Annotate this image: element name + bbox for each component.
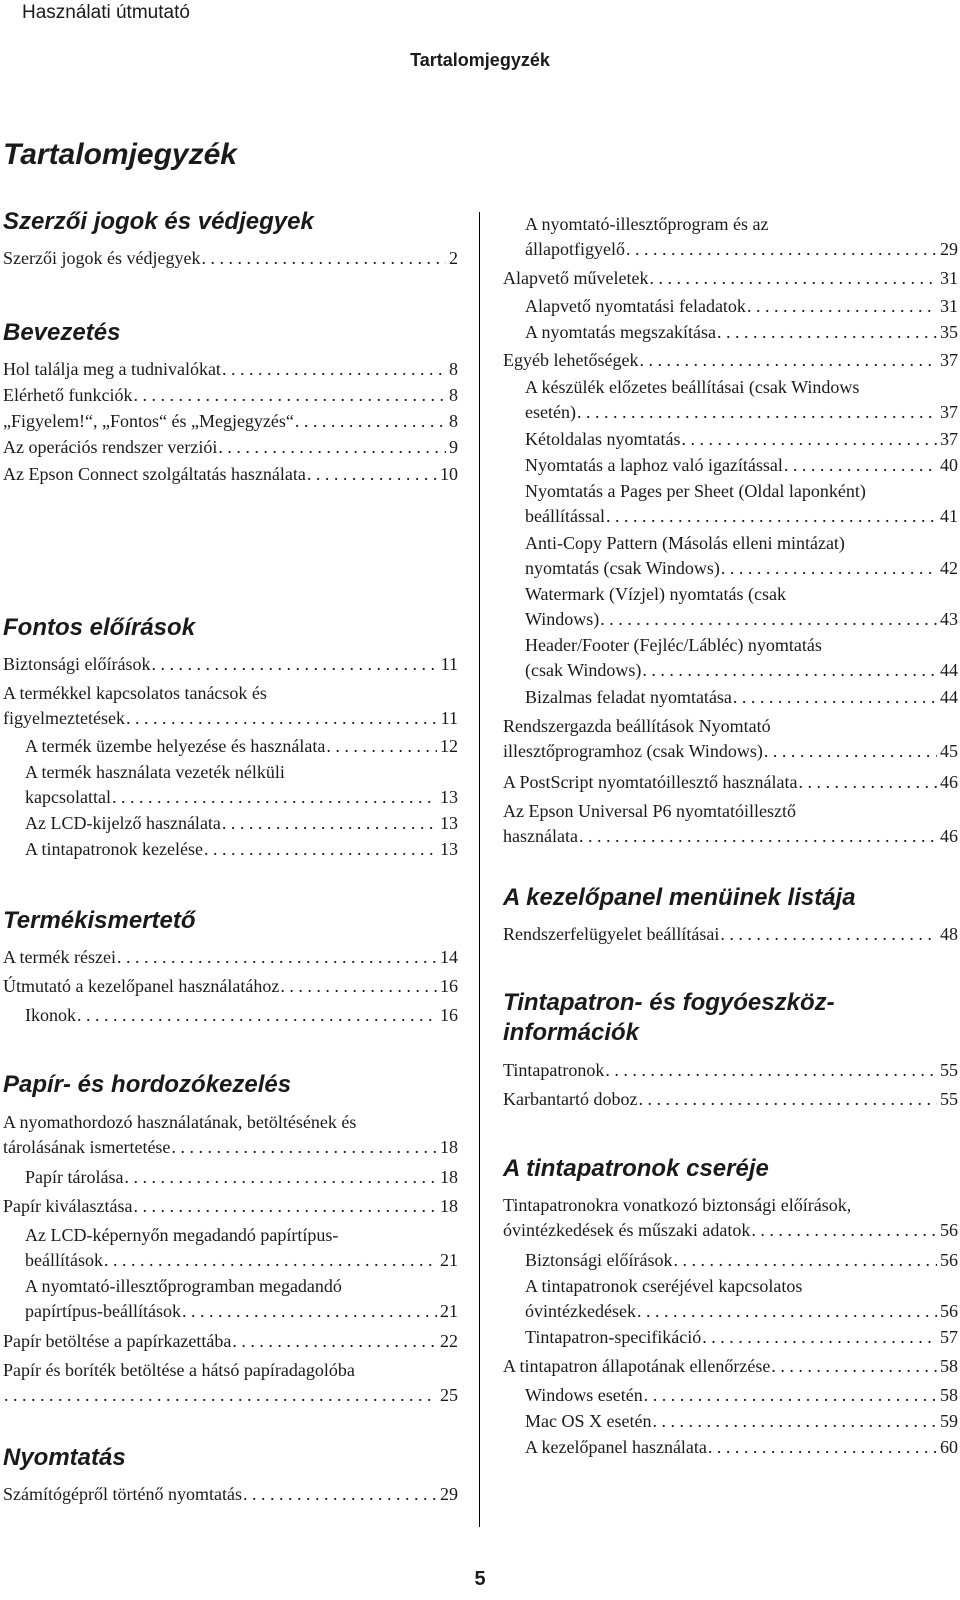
toc-entry[interactable]: Anti-Copy Pattern (Másolás elleni mintázat) nyomtatás (csak Windows) . . . 42 <box>525 531 958 581</box>
toc-entry[interactable]: Az operációs rendszer verziói . . . 9 <box>3 435 458 460</box>
page-ref: 56 <box>940 1301 958 1321</box>
toc-entry[interactable]: Tintapatronok . . . 55 <box>503 1058 958 1083</box>
page-ref: 44 <box>940 687 958 707</box>
page-ref: 31 <box>940 268 958 288</box>
page-ref: 13 <box>440 787 458 807</box>
toc-entry[interactable]: Watermark (Vízjel) nyomtatás (csak Windows) . . . 43 <box>525 582 958 632</box>
toc-entry[interactable]: A termékkel kapcsolatos tanácsok és figyelmeztetések . . . 11 <box>3 681 458 731</box>
page-ref: 29 <box>440 1484 458 1504</box>
toc-entry[interactable]: Papír betöltése a papírkazettába . . . 22 <box>3 1329 458 1354</box>
page-ref: 16 <box>440 976 458 996</box>
toc-entry[interactable]: A tintapatronok kezelése . . . 13 <box>25 837 458 862</box>
page-ref: 40 <box>940 455 958 475</box>
page-title: Tartalomjegyzék <box>3 138 237 171</box>
section-heading: Tintapatron- és fogyóeszköz- információk <box>503 989 835 1046</box>
toc-entry[interactable]: Útmutató a kezelőpanel használatához . . . 16 <box>3 974 458 999</box>
page-ref: 55 <box>940 1089 958 1109</box>
page-ref: 18 <box>440 1196 458 1216</box>
toc-entry[interactable]: A nyomathordozó használatának, betöltésének és tárolásának ismertetése . . . 18 <box>3 1110 458 1160</box>
page-ref: 37 <box>940 350 958 370</box>
toc-entry[interactable]: Számítógépről történő nyomtatás . . . 29 <box>3 1482 458 1507</box>
page-ref: 13 <box>440 813 458 833</box>
page-ref: 25 <box>440 1385 458 1405</box>
toc-entry[interactable]: A termék használata vezeték nélküli kapcsolattal . . . 13 <box>25 760 458 810</box>
page-ref: 18 <box>440 1137 458 1157</box>
toc-entry[interactable]: Rendszerfelügyelet beállításai . . . 48 <box>503 922 958 947</box>
toc-entry[interactable]: Alapvető műveletek . . . 31 <box>503 266 958 291</box>
toc-entry[interactable]: Mac OS X esetén . . . 59 <box>525 1409 958 1434</box>
toc-entry[interactable]: Alapvető nyomtatási feladatok . . . 31 <box>525 294 958 319</box>
toc-entry[interactable]: Papír kiválasztása . . . 18 <box>3 1194 458 1219</box>
section-heading: Termékismertető <box>3 907 196 934</box>
toc-entry[interactable]: A tintapatron állapotának ellenőrzése . . . 58 <box>503 1354 958 1379</box>
toc-entry[interactable]: A nyomtatás megszakítása . . . 35 <box>525 320 958 345</box>
toc-entry[interactable]: A PostScript nyomtatóillesztő használata . . . 46 <box>503 770 958 795</box>
toc-entry[interactable]: Header/Footer (Fejléc/Lábléc) nyomtatás (csak Windows) . . . 44 <box>525 633 958 683</box>
page-ref: 45 <box>940 741 958 761</box>
page-ref: 8 <box>449 385 458 405</box>
page-ref: 56 <box>940 1250 958 1270</box>
page-ref: 18 <box>440 1167 458 1187</box>
page-ref: 44 <box>940 660 958 680</box>
page-ref: 43 <box>940 609 958 629</box>
page-ref: 8 <box>449 411 458 431</box>
page-ref: 21 <box>440 1301 458 1321</box>
running-header: Tartalomjegyzék <box>410 50 550 70</box>
page-ref: 21 <box>440 1250 458 1270</box>
page-ref: 59 <box>940 1411 958 1431</box>
page-ref: 22 <box>440 1331 458 1351</box>
page-ref: 8 <box>449 359 458 379</box>
page-ref: 48 <box>940 924 958 944</box>
page-ref: 35 <box>940 322 958 342</box>
toc-entry[interactable]: Papír tárolása . . . 18 <box>25 1165 458 1190</box>
toc-entry[interactable]: Karbantartó doboz . . . 55 <box>503 1087 958 1112</box>
toc-entry[interactable]: Nyomtatás a laphoz való igazítással . . . 40 <box>525 453 958 478</box>
page-ref: 56 <box>940 1220 958 1240</box>
toc-entry[interactable]: Elérhető funkciók . . . 8 <box>3 383 458 408</box>
section-heading: Szerzői jogok és védjegyek <box>3 208 314 235</box>
toc-entry[interactable]: Rendszergazda beállítások Nyomtató illesztőprogramhoz (csak Windows) . . . 45 <box>503 714 958 764</box>
toc-entry[interactable]: Nyomtatás a Pages per Sheet (Oldal laponként) beállítással . . . 41 <box>525 479 958 529</box>
page-ref: 14 <box>440 947 458 967</box>
page-ref: 58 <box>940 1385 958 1405</box>
page-ref: 46 <box>940 826 958 846</box>
toc-entry[interactable]: A nyomtató-illesztőprogramban megadandó papírtípus-beállítások . . . 21 <box>25 1274 458 1324</box>
toc-entry[interactable]: Biztonsági előírások . . . 11 <box>3 652 458 677</box>
toc-entry[interactable]: Ikonok . . . 16 <box>25 1003 458 1028</box>
toc-entry[interactable]: Szerzői jogok és védjegyek . . . 2 <box>3 246 458 271</box>
page-ref: 41 <box>940 506 958 526</box>
page-ref: 10 <box>440 464 458 484</box>
toc-entry[interactable]: Hol találja meg a tudnivalókat . . . 8 <box>3 357 458 382</box>
page-ref: 55 <box>940 1060 958 1080</box>
section-heading: Fontos előírások <box>3 614 196 641</box>
page-ref: 58 <box>940 1356 958 1376</box>
toc-entry[interactable]: A tintapatronok cseréjével kapcsolatos óvintézkedések . . . 56 <box>525 1274 958 1324</box>
toc-entry[interactable]: Bizalmas feladat nyomtatása . . . 44 <box>525 685 958 710</box>
page-ref: 9 <box>449 437 458 457</box>
section-heading: A kezelőpanel menüinek listája <box>503 884 856 911</box>
toc-entry[interactable]: A nyomtató-illesztőprogram és az állapotfigyelő . . . 29 <box>525 212 958 262</box>
toc-entry[interactable]: „Figyelem!“, „Fontos“ és „Megjegyzés“ . . . 8 <box>3 409 458 434</box>
page-ref: 37 <box>940 429 958 449</box>
page-ref: 46 <box>940 772 958 792</box>
page-ref: 42 <box>940 558 958 578</box>
page-number: 5 <box>474 1568 486 1590</box>
column-divider <box>479 212 480 1527</box>
page-ref: 13 <box>440 839 458 859</box>
page-ref: 16 <box>440 1005 458 1025</box>
toc-entry[interactable]: Az Epson Connect szolgáltatás használata . . . 10 <box>3 462 458 487</box>
section-heading: A tintapatronok cseréje <box>503 1155 769 1182</box>
page-ref: 11 <box>440 708 458 728</box>
toc-entry[interactable]: Kétoldalas nyomtatás . . . 37 <box>525 427 958 452</box>
page-ref: 57 <box>940 1327 958 1347</box>
page-ref: 31 <box>940 296 958 316</box>
page-ref: 29 <box>940 239 958 259</box>
toc-entry[interactable]: Tintapatronokra vonatkozó biztonsági előírások, óvintézkedések és műszaki adatok . . . 56 <box>503 1193 958 1243</box>
section-heading: Papír- és hordozókezelés <box>3 1071 292 1098</box>
page-ref: 37 <box>940 402 958 422</box>
toc-entry[interactable]: Tintapatron-specifikáció . . . 57 <box>525 1325 958 1350</box>
section-heading: Nyomtatás <box>3 1444 126 1471</box>
toc-entry[interactable]: Az Epson Universal P6 nyomtatóillesztő használata . . . 46 <box>503 799 958 849</box>
toc-entry[interactable]: Egyéb lehetőségek . . . 37 <box>503 348 958 373</box>
page-ref: 11 <box>440 654 458 674</box>
toc-entry[interactable]: A kezelőpanel használata . . . 60 <box>525 1435 958 1460</box>
toc-entry[interactable]: A készülék előzetes beállításai (csak Windows esetén) . . . 37 <box>525 375 958 425</box>
document-name: Használati útmutató <box>22 2 190 23</box>
toc-entry[interactable]: Az LCD-kijelző használata . . . 13 <box>25 811 458 836</box>
toc-entry[interactable]: A termék üzembe helyezése és használata . . . 12 <box>25 734 458 759</box>
toc-entry[interactable]: Windows esetén . . . 58 <box>525 1383 958 1408</box>
page-ref: 60 <box>940 1437 958 1457</box>
toc-entry[interactable]: Biztonsági előírások . . . 56 <box>525 1248 958 1273</box>
page-ref: 2 <box>449 248 458 268</box>
toc-entry[interactable]: Az LCD-képernyőn megadandó papírtípus- beállítások . . . 21 <box>25 1223 458 1273</box>
section-heading: Bevezetés <box>3 319 121 346</box>
toc-entry[interactable]: A termék részei . . . 14 <box>3 945 458 970</box>
page-ref: 12 <box>440 736 458 756</box>
toc-entry[interactable]: Papír és boríték betöltése a hátsó papíradagolóba . . . 25 <box>3 1358 458 1408</box>
